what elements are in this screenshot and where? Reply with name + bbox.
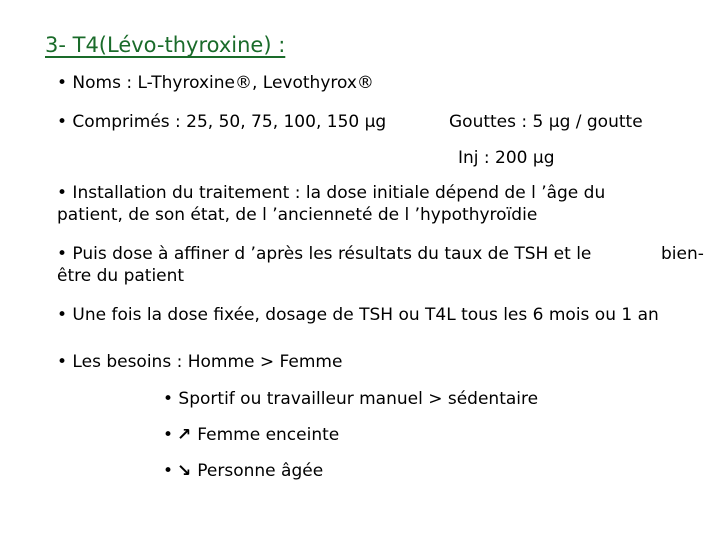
puis-line-1: • Puis dose à affiner d ’après les résultats du taux de TSH et le: [57, 244, 592, 264]
puis-line-2: être du patient: [57, 266, 185, 286]
personne-agee-line: [163, 460, 323, 482]
installation-line-1: • Installation du traitement : la dose initiale dépend de l ’âge du: [57, 183, 606, 203]
arrow-down-right-icon: ↘: [177, 461, 192, 481]
sportif-line: • Sportif ou travailleur manuel > sédentaire: [163, 389, 539, 409]
puis-line-1-end: bien-: [661, 244, 704, 264]
slide-title: 3- T4(Lévo-thyroxine) :: [45, 33, 286, 57]
noms-line: • Noms : L-Thyroxine®, Levothyrox®: [57, 73, 374, 93]
personne-bullet: •: [163, 461, 174, 481]
besoins-line: • Les besoins : Homme > Femme: [57, 352, 343, 372]
personne-agee-label: Personne âgée: [197, 461, 324, 481]
inj-line: Inj : 200 µg: [458, 148, 555, 168]
installation-paragraph: [57, 182, 605, 226]
arrow-up-right-icon: ↗: [177, 425, 192, 445]
femme-enceinte-line: [163, 424, 339, 446]
femme-enceinte-label: Femme enceinte: [197, 425, 340, 445]
une-fois-line: • Une fois la dose fixée, dosage de TSH ou T4L tous les 6 mois ou 1 an: [57, 305, 659, 325]
comprimes-line: • Comprimés : 25, 50, 75, 100, 150 µg: [57, 112, 387, 132]
installation-line-2: patient, de son état, de l ’ancienneté de l ’hypothyroïdie: [57, 205, 538, 225]
gouttes-line: Gouttes : 5 µg / goutte: [449, 112, 643, 132]
femme-bullet: •: [163, 425, 174, 445]
puis-paragraph: [57, 243, 707, 287]
